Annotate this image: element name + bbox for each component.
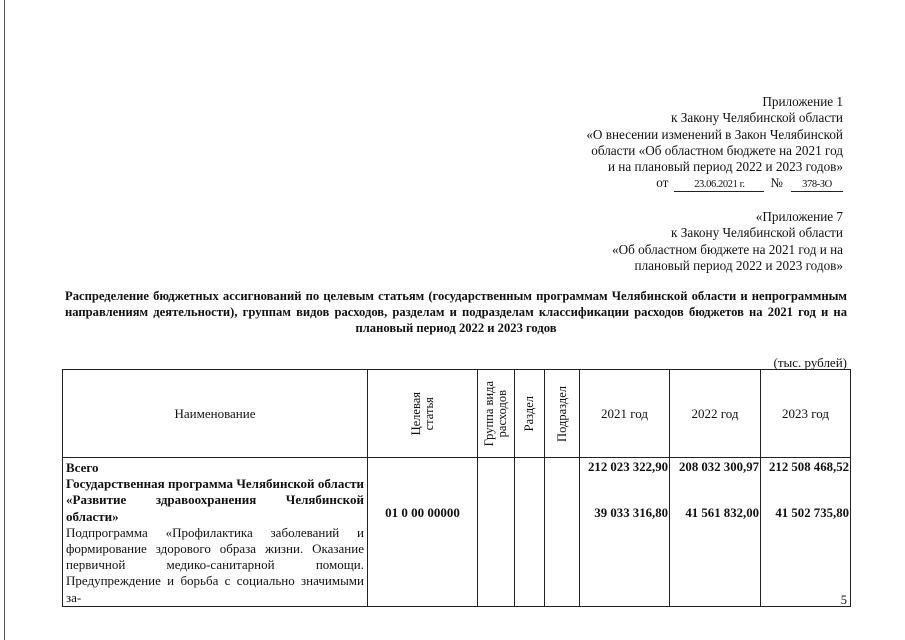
table-header-row [63, 370, 851, 458]
appendix-1-line: области «Об областном бюджете на 2021 год [591, 142, 843, 158]
header-2021: 2021 год [580, 370, 670, 458]
law-number: 378-ЗО [791, 179, 843, 192]
expense-group-cell [478, 458, 515, 607]
name-cell [63, 458, 368, 607]
program-code: 01 0 00 00000 [385, 505, 460, 520]
table-row [63, 458, 851, 607]
header-target-article-label: Целевая статья [408, 391, 436, 436]
header-subsection-label: Подраздел [554, 385, 569, 442]
value-2021-cell [580, 458, 670, 607]
header-expense-group [478, 370, 515, 458]
header-subsection [545, 370, 580, 458]
document-title: Распределение бюджетных ассигнований по целевым статьям (государственным программам Челябинской области и непрограммным направлениям деятельности), группам видов расходов, разделам и подразделам классификации расходов бюджетов на 2021 год и на плановый период 2022 и 2023 годов [65, 289, 847, 335]
program-2022: 41 561 832,00 [685, 506, 759, 520]
header-section-label: Раздел [522, 395, 536, 432]
budget-table [62, 369, 851, 607]
header-target-article [368, 370, 478, 458]
program-name: Государственная программа Челябинской области «Развитие здравоохранения Челябинской области» [66, 476, 364, 524]
appendix-7-line: к Закону Челябинской области [671, 225, 843, 241]
header-section [515, 370, 545, 458]
appendix-7-block [612, 209, 843, 274]
total-2021: 212 023 322,90 [588, 460, 668, 474]
appendix-7-line: «Приложение 7 [755, 209, 843, 224]
appendix-1-block [586, 94, 843, 192]
subprogram-text: Подпрограмма «Профилактика заболеваний и формирование здорового образа жизни. Оказание первичной медико-санитарной помощи. Предупреждение и борьба с социально значимыми за- [66, 524, 364, 605]
appendix-1-line: Приложение 1 [762, 94, 843, 109]
appendix-7-line: «Об областном бюджете на 2021 год и на [612, 241, 843, 257]
appendix-1-line: «О внесении изменений в Закон Челябинской [586, 126, 843, 142]
header-2022: 2022 год [670, 370, 761, 458]
page-number: 5 [840, 593, 847, 607]
page-edge-rule [4, 0, 5, 640]
law-date: 23.06.2021 г. [674, 179, 764, 192]
appendix-7-line: плановый период 2022 и 2023 годов» [634, 257, 843, 273]
value-2023-cell [761, 458, 851, 607]
target-article-cell [368, 458, 478, 607]
appendix-1-line: и на плановый период 2022 и 2023 годов» [607, 159, 843, 175]
program-2021: 39 033 316,80 [594, 506, 668, 520]
header-name: Наименование [63, 370, 368, 458]
total-label: Всего [66, 460, 99, 475]
total-2022: 208 032 300,97 [679, 460, 759, 474]
units-label: (тыс. рублей) [773, 355, 847, 370]
law-date-line [586, 175, 843, 192]
program-2023: 41 502 735,80 [775, 506, 849, 520]
section-cell [515, 458, 545, 607]
header-2023: 2023 год [761, 370, 851, 458]
number-prefix: № [770, 175, 783, 191]
header-expense-group-label: Группа вида расходов [482, 380, 509, 447]
value-2022-cell [670, 458, 761, 607]
appendix-1-line: к Закону Челябинской области [671, 110, 843, 126]
date-prefix: от [656, 175, 669, 191]
total-2023: 212 508 468,52 [769, 460, 849, 474]
subsection-cell [545, 458, 580, 607]
